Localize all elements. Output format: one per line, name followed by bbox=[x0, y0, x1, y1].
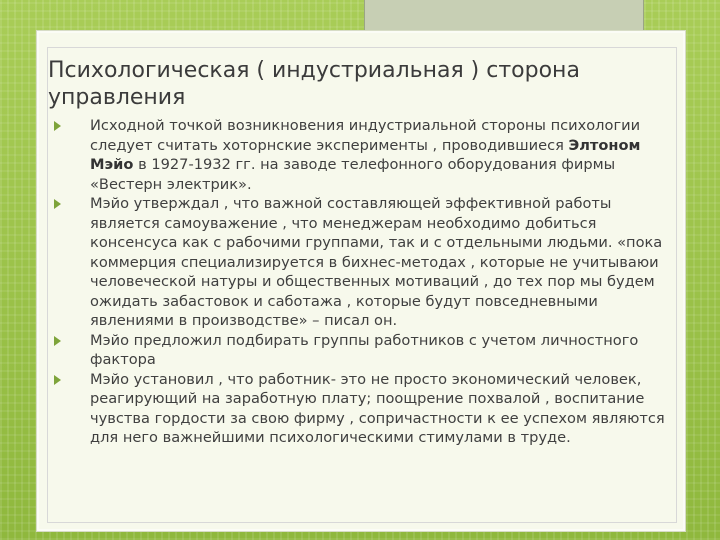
bullet-text-1a: Исходной точкой возникновения индустриальной стороны психологии следует считать хоторнские эксперименты , проводившиеся bbox=[90, 117, 641, 154]
list-item bbox=[48, 194, 668, 331]
triangle-bullet-icon bbox=[54, 199, 61, 209]
triangle-bullet-icon bbox=[54, 121, 61, 131]
list-item bbox=[48, 116, 668, 194]
triangle-bullet-icon bbox=[54, 336, 61, 346]
bullet-text-1-name: Элтоном Мэйо bbox=[90, 136, 641, 173]
bullet-text-3: Мэйо предложил подбирать группы работников с учетом личностного фактора bbox=[90, 331, 639, 368]
slide-content bbox=[48, 116, 668, 448]
bullet-list bbox=[48, 116, 668, 448]
bullet-text-1b: в 1927-1932 гг. на заводе телефонного оборудования фирмы «Вестерн электрик». bbox=[90, 156, 616, 193]
triangle-bullet-icon bbox=[54, 375, 61, 385]
list-item bbox=[48, 370, 668, 448]
list-item bbox=[48, 331, 668, 370]
slide-title: Психологическая ( индустриальная ) сторона управления bbox=[48, 58, 580, 110]
bullet-text-2: Мэйо утверждал , что важной составляющей эффективной работы является самоуважение , что менеджерам необходимо добиться консенсуса как с рабочими группами, так и с отдельными людьми. «пока коммерция специализируется в бихнес-методах , которые не учитываюи человеческой натуры и общественных мотиваций , до тех пор мы будем ожидать забастовок и саботажа , которые будут повседневными явлениями в производстве» – писал он. bbox=[90, 195, 663, 329]
bullet-text-4: Мэйо установил , что работник- это не просто экономический человек, реагирующий на заработную плату; поощрение похвалой , воспитание чувства гордости за свою фирму , сопричастности к ее успехом являются для него важнейшими психологическими стимулами в труде. bbox=[90, 370, 665, 446]
